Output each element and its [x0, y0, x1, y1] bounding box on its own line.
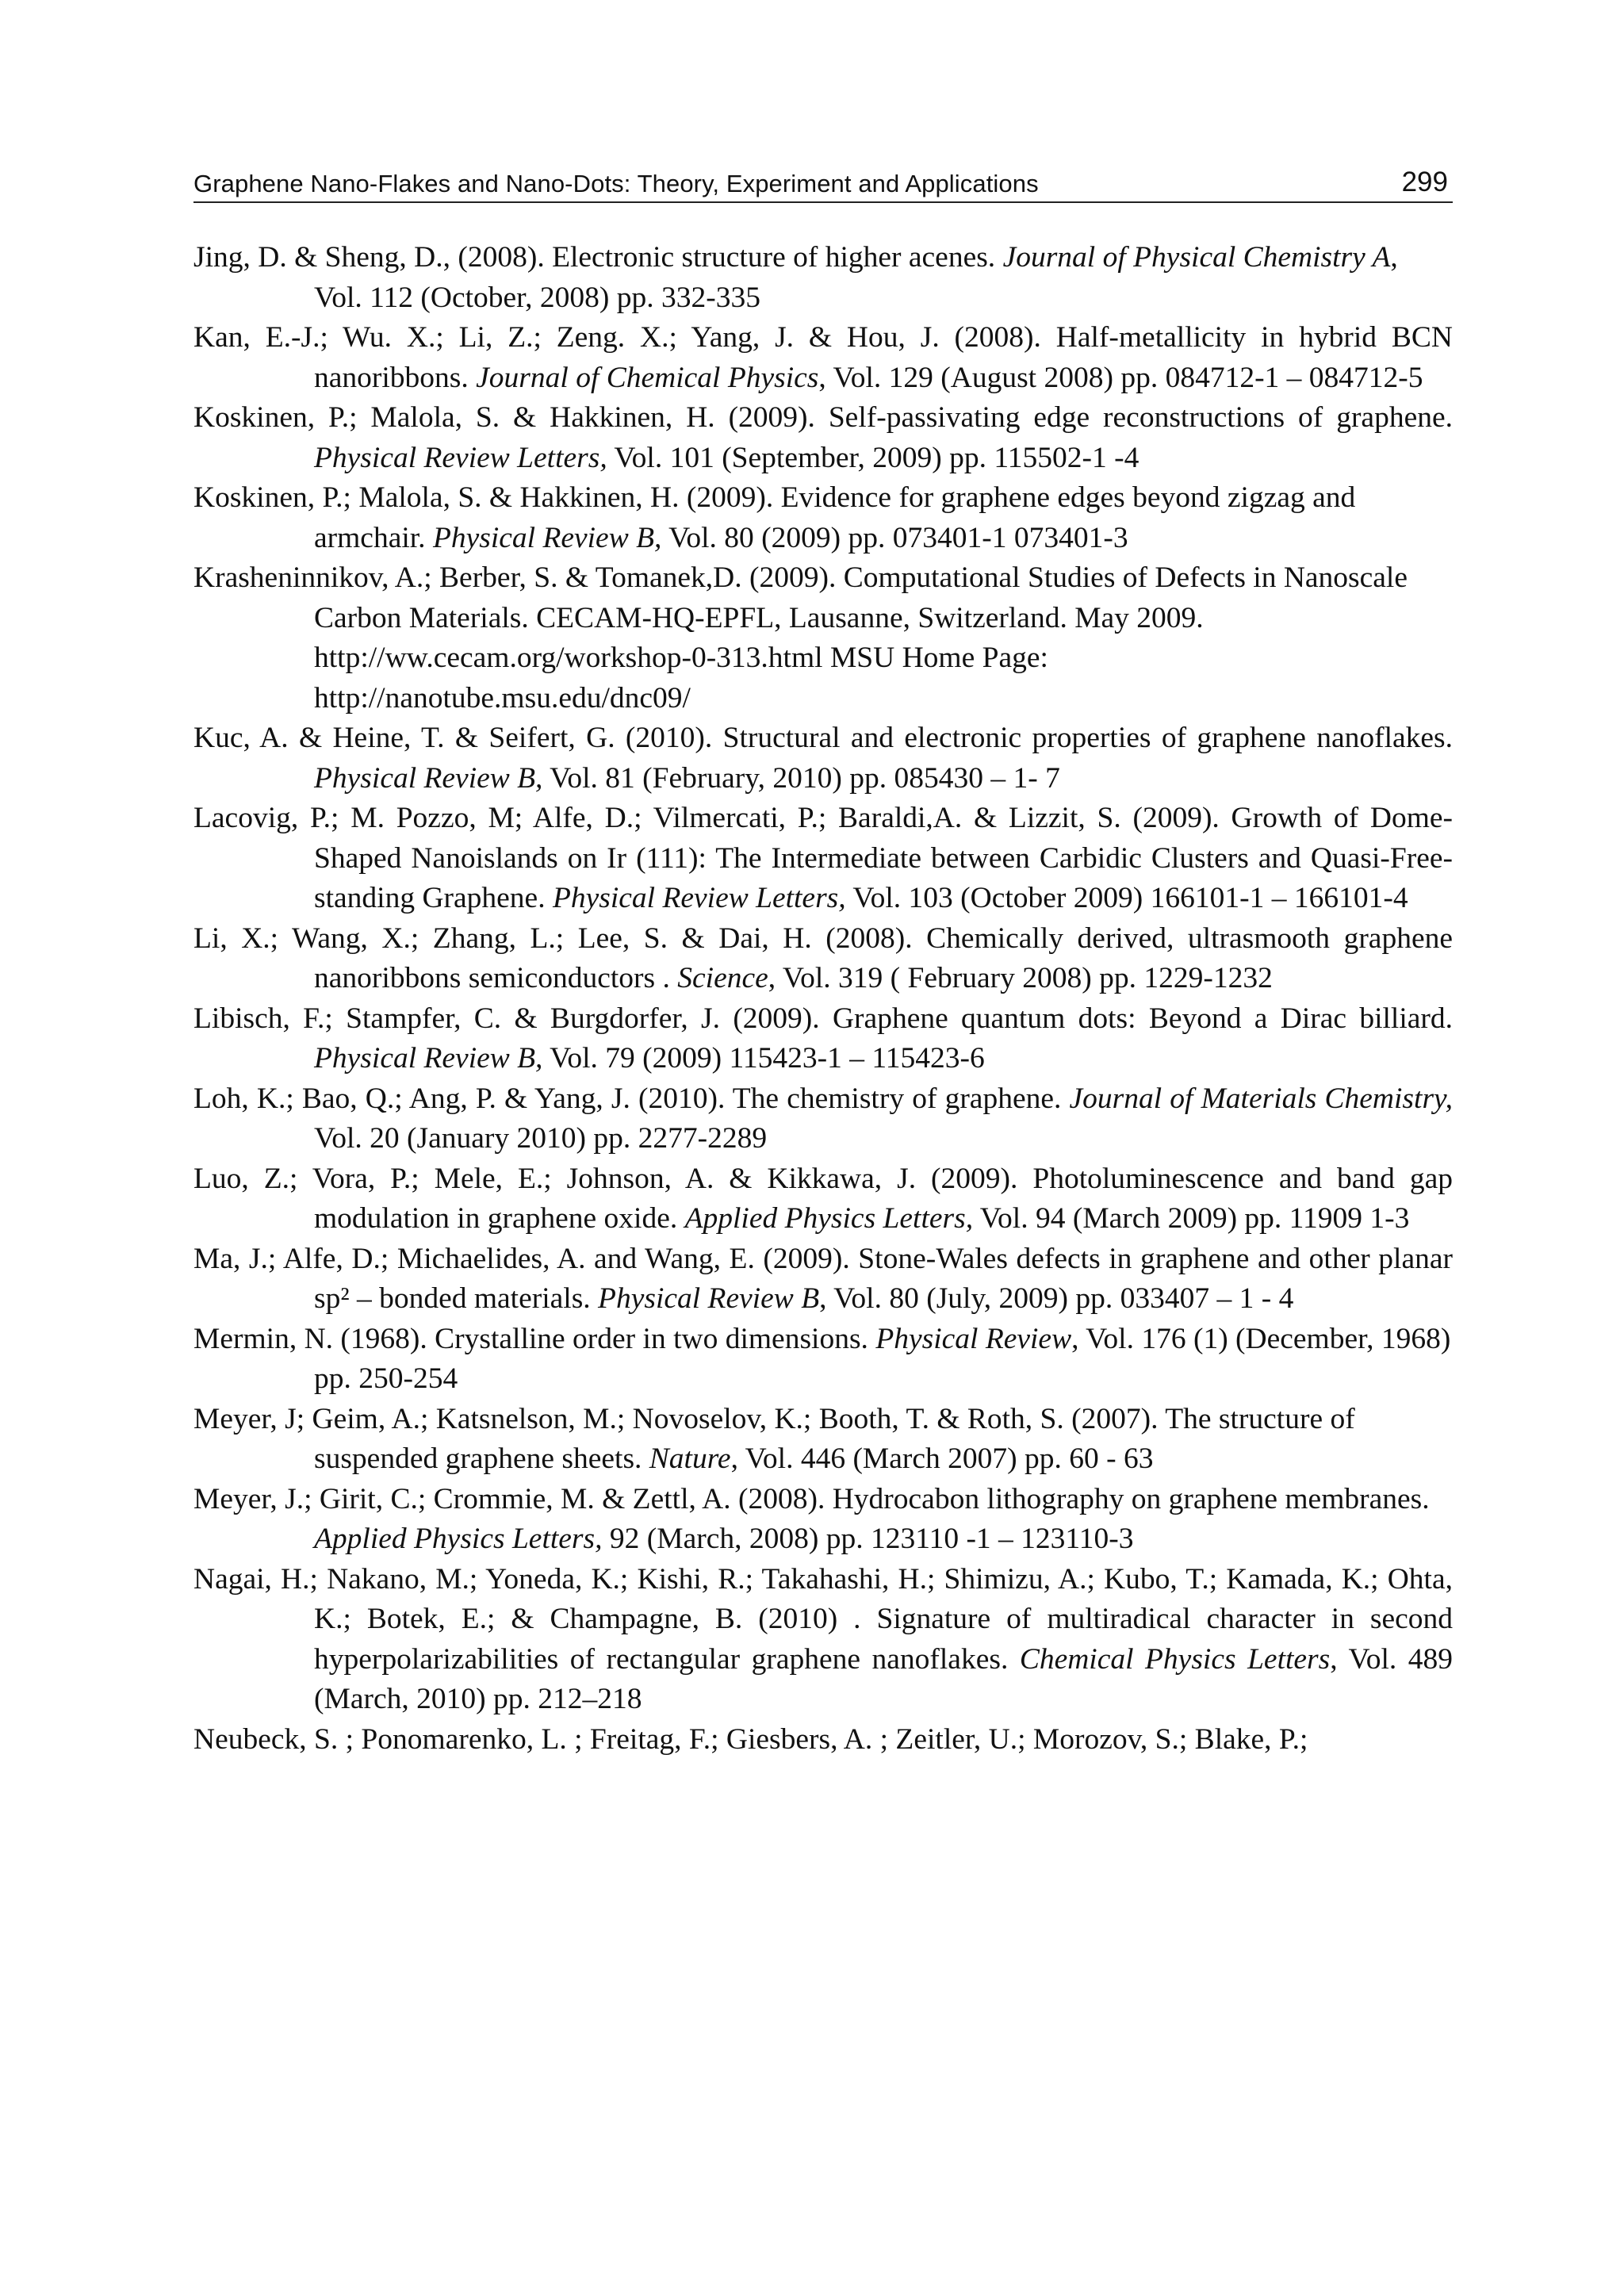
reference-details: , Vol. 319 ( February 2008) pp. 1229-1232	[768, 962, 1273, 994]
reference-details: , Vol. 446 (March 2007) pp. 60 - 63	[730, 1442, 1154, 1475]
reference-entry	[193, 1400, 1453, 1480]
reference-entry	[193, 1159, 1453, 1239]
reference-details: , Vol. 489 (March, 2010) pp. 212–218	[314, 1642, 1453, 1715]
reference-url: http://ww.cecam.org/workshop-0-313.html MSU Home Page:	[314, 642, 1048, 674]
reference-entry	[193, 799, 1453, 919]
reference-entry	[193, 1320, 1453, 1400]
reference-details: Vol. 101 (September, 2009) pp. 115502-1 -4	[607, 441, 1139, 474]
reference-entry	[193, 1480, 1453, 1560]
reference-url: http://nanotube.msu.edu/dnc09/	[314, 681, 691, 715]
reference-details: Vol. 103 (October 2009) 166101-1 – 166101-4	[845, 882, 1408, 914]
reference-details: Vol. 81 (February, 2010) pp. 085430 – 1- 7	[542, 761, 1060, 795]
reference-journal: Journal of Chemical Physics	[476, 361, 819, 394]
page-number: 299	[1401, 167, 1448, 197]
reference-text: Koskinen, P.; Malola, S. & Hakkinen, H. (2009). Self-passivating edge reconstructions of graphene.	[193, 401, 1453, 434]
reference-journal: Journal of Physical Chemistry A	[1002, 241, 1391, 274]
reference-journal: Applied Physics Letters,	[684, 1202, 974, 1235]
reference-text: Meyer, J.; Girit, C.; Crommie, M. & Zettl, A. (2008). Hydrocabon lithography on graphene membranes.	[193, 1482, 1430, 1515]
reference-entry	[193, 558, 1453, 718]
reference-journal: Physical Review	[875, 1322, 1072, 1355]
reference-text: Krasheninnikov, A.; Berber, S. & Tomanek,D. (2009). Computational Studies of Defects in Nanoscale Carbon Materials. CECAM-HQ-EPFL, Lausanne, Switzerland. May 2009.	[193, 561, 1408, 634]
reference-text: Lacovig, P.; M. Pozzo, M; Alfe, D.; Vilmercati, P.; Baraldi,A. & Lizzit, S. (2009). Growth of Dome-Shaped Nanoislands on Ir (111): The Intermediate between Carbidic Clusters and Quasi-Free-standing Graphene.	[193, 802, 1453, 914]
reference-entry	[193, 1720, 1453, 1760]
reference-entry	[193, 318, 1453, 398]
reference-entry	[193, 238, 1453, 318]
reference-details: , Vol. 80 (July, 2009) pp. 033407 – 1 - 4	[819, 1282, 1294, 1315]
header-title: Graphene Nano-Flakes and Nano-Dots: Theory, Experiment and Applications	[193, 170, 1039, 197]
reference-journal: Science	[677, 962, 768, 994]
reference-entry	[193, 919, 1453, 999]
reference-text: Koskinen, P.; Malola, S. & Hakkinen, H. (2009). Evidence for graphene edges beyond zigzag and armchair.	[193, 481, 1356, 554]
reference-details: Vol. 80 (2009) pp. 073401-1 073401-3	[661, 521, 1128, 554]
reference-journal: Nature	[649, 1442, 731, 1475]
reference-details: Vol. 94 (March 2009) pp. 11909 1-3	[973, 1202, 1410, 1235]
reference-journal: Physical Review B,	[314, 761, 543, 795]
reference-journal: Chemical Physics Letters	[1019, 1642, 1331, 1676]
reference-text: Nagai, H.; Nakano, M.; Yoneda, K.; Kishi, R.; Takahashi, H.; Shimizu, A.; Kubo, T.; Kamada, K.; Ohta, K.; Botek, E.; & Champagne, B. (2010) . Signature of multiradical character in second hyperpolarizabilities of rectangular graphene nanoflakes.	[193, 1562, 1453, 1676]
reference-entry	[193, 1560, 1453, 1720]
reference-details: Vol. 79 (2009) 115423-1 – 115423-6	[542, 1042, 985, 1075]
reference-list	[193, 238, 1453, 1760]
reference-journal: Physical Review Letters,	[314, 441, 607, 474]
reference-entry	[193, 478, 1453, 558]
reference-text: Libisch, F.; Stampfer, C. & Burgdorfer, J. (2009). Graphene quantum dots: Beyond a Dirac billiard.	[193, 1002, 1453, 1035]
reference-text: Kan, E.-J.; Wu. X.; Li, Z.; Zeng. X.; Yang, J. & Hou, J. (2008). Half-metallicity in hybrid BCN nanoribbons.	[193, 321, 1453, 394]
reference-details: , Vol. 129 (August 2008) pp. 084712-1 – 084712-5	[818, 361, 1423, 394]
reference-text: Meyer, J; Geim, A.; Katsnelson, M.; Novoselov, K.; Booth, T. & Roth, S. (2007). The structure of suspended graphene sheets.	[193, 1402, 1355, 1475]
reference-entry	[193, 999, 1453, 1079]
reference-journal: Physical Review B,	[432, 521, 662, 554]
reference-text: Jing, D. & Sheng, D., (2008). Electronic structure of higher acenes.	[193, 241, 1003, 274]
reference-details: Vol. 20 (January 2010) pp. 2277-2289	[314, 1122, 768, 1155]
reference-text: Loh, K.; Bao, Q.; Ang, P. & Yang, J. (2010). The chemistry of graphene.	[193, 1082, 1070, 1115]
reference-text: Neubeck, S. ; Ponomarenko, L. ; Freitag, F.; Giesbers, A. ; Zeitler, U.; Morozov, S.; Blake, P.;	[193, 1722, 1308, 1756]
reference-details: , Vol. 176 (1) (December, 1968) pp. 250-254	[314, 1322, 1451, 1395]
reference-journal: Journal of Materials Chemistry,	[1069, 1082, 1453, 1115]
reference-text: Kuc, A. & Heine, T. & Seifert, G. (2010). Structural and electronic properties of graphene nanoflakes.	[193, 722, 1453, 754]
reference-journal: Applied Physics Letters,	[314, 1523, 603, 1555]
reference-text: Ma, J.; Alfe, D.; Michaelides, A. and Wang, E. (2009). Stone-Wales defects in graphene and other planar sp² – bonded materials.	[193, 1242, 1453, 1315]
reference-entry	[193, 398, 1453, 478]
reference-text: Mermin, N. (1968). Crystalline order in two dimensions.	[193, 1322, 876, 1355]
reference-journal: Physical Review B	[598, 1282, 820, 1315]
reference-text: Li, X.; Wang, X.; Zhang, L.; Lee, S. & Dai, H. (2008). Chemically derived, ultrasmooth graphene nanoribbons semiconductors .	[193, 921, 1453, 994]
reference-journal: Physical Review B,	[314, 1042, 543, 1075]
reference-entry	[193, 1239, 1453, 1320]
reference-entry	[193, 1079, 1453, 1159]
running-header	[193, 165, 1453, 203]
reference-entry	[193, 718, 1453, 799]
reference-details: 92 (March, 2008) pp. 123110 -1 – 123110-3	[602, 1523, 1134, 1555]
reference-journal: Physical Review Letters,	[552, 882, 846, 914]
reference-text: Luo, Z.; Vora, P.; Mele, E.; Johnson, A. & Kikkawa, J. (2009). Photoluminescence and band gap modulation in graphene oxide.	[193, 1162, 1453, 1235]
reference-details: , Vol. 112 (October, 2008) pp. 332-335	[314, 241, 1398, 314]
